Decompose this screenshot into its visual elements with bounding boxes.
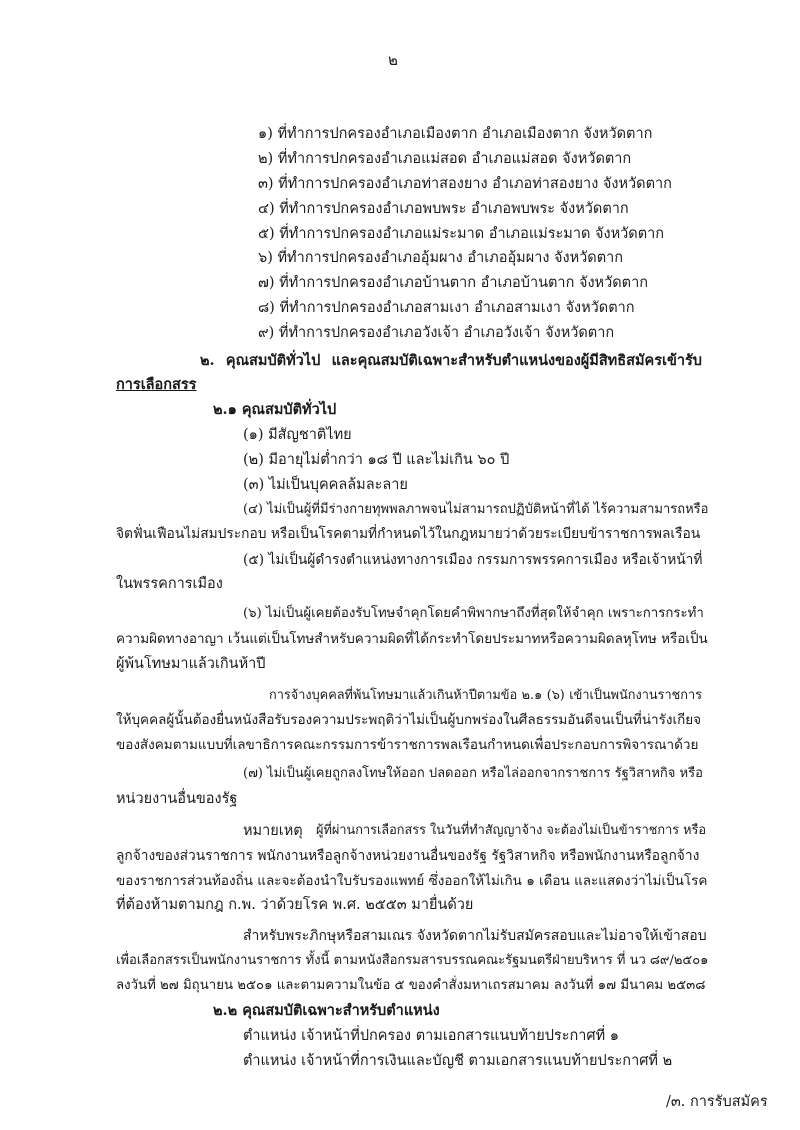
- section-2-heading: ๒. คุณสมบัติทั่วไป และคุณสมบัติเฉพาะสำหรับตำแหน่งของผู้มีสิทธิสมัครเข้ารับ: [200, 352, 702, 369]
- office-item-7: ๗) ที่ทำการปกครองอำเภอบ้านตาก อำเภอบ้านตาก จังหวัดตาก: [258, 275, 648, 291]
- monk-clause-line-3: ลงวันที่ ๒๗ มิถุนายน ๒๕๐๑ และตามความในข้อ ๕ ของคำสั่งมหาเถรสมาคม ลงวันที่ ๑๗ มีนาคม ๒๕๓๘: [116, 978, 706, 993]
- section-2-heading-cont: การเลือกสรร: [116, 376, 197, 393]
- subsection-2-2-title: ๒.๒ คุณสมบัติเฉพาะสำหรับตำแหน่ง: [213, 1002, 440, 1019]
- position-2: ตำแหน่ง เจ้าหน้าที่การเงินและบัญชี ตามเอกสารแนบท้ายประกาศที่ ๒: [243, 1053, 673, 1069]
- monk-clause-line-2: เพื่อเลือกสรรเป็นพนักงานราชการ ทั้งนี้ ตามหนังสือกรมสารบรรณคณะรัฐมนตรีฝ่ายบริหาร ที่ นว ๘๙/๒๕๐๑: [116, 953, 709, 968]
- note-line-1: ผู้ที่ผ่านการเลือกสรร ในวันที่ทำสัญญาจ้าง จะต้องไม่เป็นข้าราชการ หรือ: [316, 823, 707, 838]
- page-number: ๒: [388, 51, 398, 69]
- qualification-3: (๓) ไม่เป็นบุคคลล้มละลาย: [243, 477, 408, 493]
- monk-clause-line-1: สำหรับพระภิกษุหรือสามเณร จังหวัดตากไม่รับสมัครสอบและไม่อาจให้เข้าสอบ: [243, 928, 707, 944]
- qualification-6-line-3: ผู้พ้นโทษมาแล้วเกินห้าปี: [116, 656, 266, 672]
- qualification-2: (๒) มีอายุไม่ต่ำกว่า ๑๘ ปี และไม่เกิน ๖๐ ปี: [243, 452, 510, 468]
- qualification-5-line-1: (๕) ไม่เป็นผู้ดำรงตำแหน่งทางการเมือง กรรมการพรรคการเมือง หรือเจ้าหน้าที่: [243, 552, 703, 568]
- note-line-3: ของราชการส่วนท้องถิ่น และจะต้องนำใบรับรองแพทย์ ซึ่งออกให้ไม่เกิน ๑ เดือน และแสดงว่าไม่เป็นโรค: [116, 873, 708, 889]
- qualification-6-line-2: ความผิดทางอาญา เว้นแต่เป็นโทษสำหรับความผิดที่ได้กระทำโดยประมาทหรือความผิดลหุโทษ หรือเป็น: [116, 631, 708, 647]
- hire-clause-line-3: ของสังคมตามแบบที่เลขาธิการคณะกรรมการข้าราชการพลเรือนกำหนดเพื่อประกอบการพิจารณาด้วย: [116, 737, 699, 753]
- office-item-6: ๖) ที่ทำการปกครองอำเภออุ้มผาง อำเภออุ้มผาง จังหวัดตาก: [258, 250, 624, 266]
- office-item-1: ๑) ที่ทำการปกครองอำเภอเมืองตาก อำเภอเมืองตาก จังหวัดตาก: [258, 126, 653, 142]
- qualification-5-line-2: ในพรรคการเมือง: [116, 576, 223, 592]
- office-item-5: ๕) ที่ทำการปกครองอำเภอแม่ระมาด อำเภอแม่ระมาด จังหวัดตาก: [258, 226, 665, 242]
- hire-clause-line-1: การจ้างบุคคลที่พ้นโทษมาแล้วเกินห้าปีตามข้อ ๒.๑ (๖) เข้าเป็นพนักงานราชการ: [269, 688, 702, 703]
- office-item-3: ๓) ที่ทำการปกครองอำเภอท่าสองยาง อำเภอท่าสองยาง จังหวัดตาก: [258, 176, 672, 192]
- note-label: หมายเหตุ: [243, 823, 303, 839]
- subsection-2-1-title: ๒.๑ คุณสมบัติทั่วไป: [213, 401, 337, 418]
- qualification-4-line-1: (๔) ไม่เป็นผู้ที่มีร่างกายทุพพลภาพจนไม่สามารถปฏิบัติหน้าที่ได้ ไร้ความสามารถหรือ: [243, 502, 709, 517]
- qualification-7-line-1: (๗) ไม่เป็นผู้เคยถูกลงโทษให้ออก ปลดออก หรือไล่ออกจากราชการ รัฐวิสาหกิจ หรือ: [243, 766, 703, 781]
- qualification-4-line-2: จิตฟั่นเฟือนไม่สมประกอบ หรือเป็นโรคตามที่กำหนดไว้ในกฎหมายว่าด้วยระเบียบข้าราชการพลเรือน: [116, 526, 701, 542]
- qualification-7-line-2: หน่วยงานอื่นของรัฐ: [116, 791, 238, 807]
- qualification-6-line-1: (๖) ไม่เป็นผู้เคยต้องรับโทษจำคุกโดยคำพิพากษาถึงที่สุดให้จำคุก เพราะการกระทำ: [243, 606, 704, 621]
- office-item-2: ๒) ที่ทำการปกครองอำเภอแม่สอด อำเภอแม่สอด จังหวัดตาก: [258, 151, 632, 167]
- next-section-marker: /๓. การรับสมัคร: [666, 1094, 768, 1110]
- office-item-8: ๘) ที่ทำการปกครองอำเภอสามเงา อำเภอสามเงา จังหวัดตาก: [258, 300, 635, 316]
- office-item-9: ๙) ที่ทำการปกครองอำเภอวังเจ้า อำเภอวังเจ้า จังหวัดตาก: [258, 325, 615, 341]
- note-line-4: ที่ต้องห้ามตามกฎ ก.พ. ว่าด้วยโรค พ.ศ. ๒๕๕๓ มายื่นด้วย: [116, 897, 474, 913]
- qualification-1: (๑) มีสัญชาติไทย: [243, 427, 352, 443]
- office-item-4: ๔) ที่ทำการปกครองอำเภอพบพระ อำเภอพบพระ จังหวัดตาก: [258, 201, 629, 217]
- position-1: ตำแหน่ง เจ้าหน้าที่ปกครอง ตามเอกสารแนบท้ายประกาศที่ ๑: [243, 1028, 619, 1044]
- hire-clause-line-2: ให้บุคคลผู้นั้นต้องยื่นหนังสือรับรองความประพฤติว่าไม่เป็นผู้บกพร่องในศีลธรรมอันดีจนเป็นที่น่ารังเกียจ: [116, 712, 702, 728]
- note-line-2: ลูกจ้างของส่วนราชการ พนักงานหรือลูกจ้างหน่วยงานอื่นของรัฐ รัฐวิสาหกิจ หรือพนักงานหรือลูกจ้าง: [116, 848, 700, 864]
